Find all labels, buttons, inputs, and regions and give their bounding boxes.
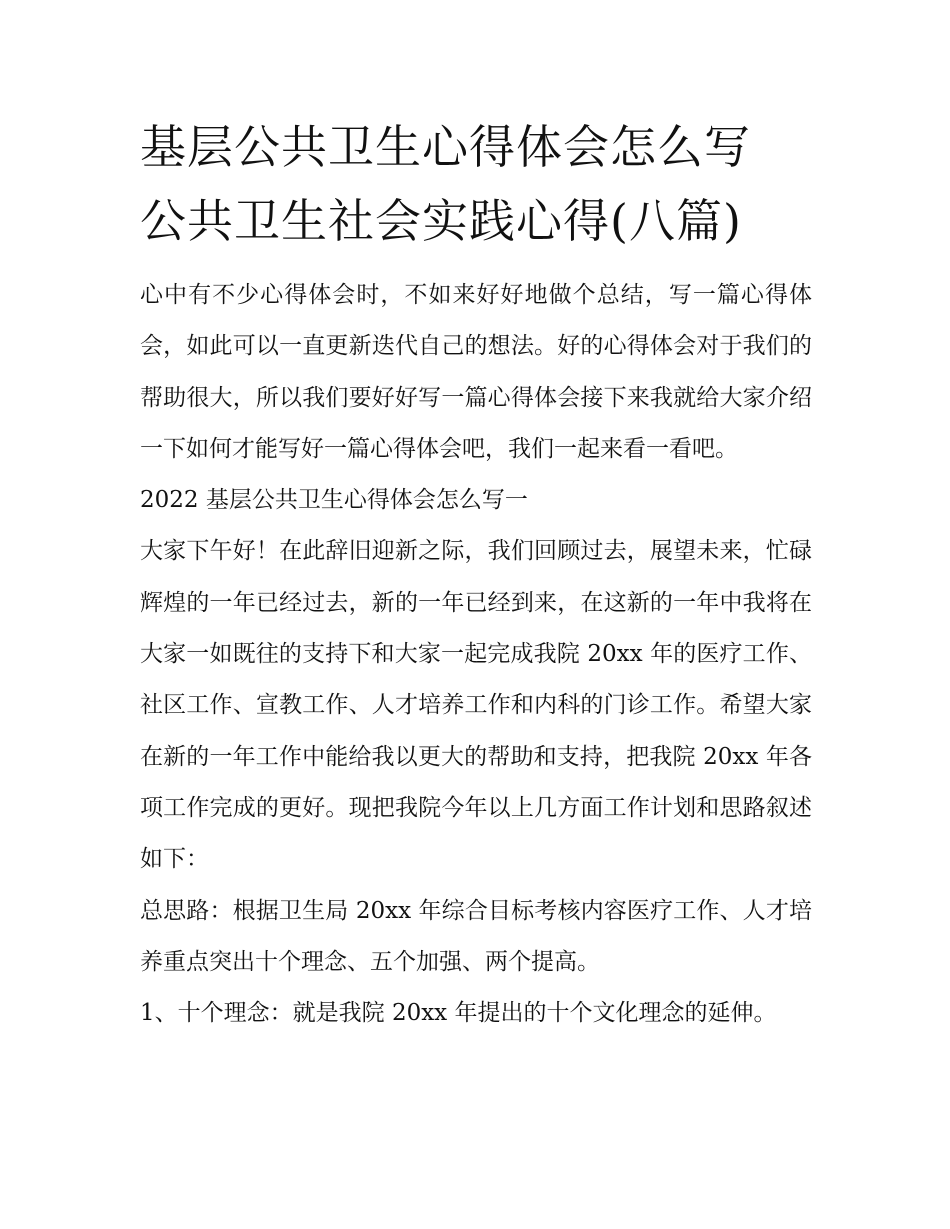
intro-paragraph: 心中有不少心得体会时，不如来好好地做个总结，写一篇心得体会，如此可以一直更新迭代自己的想法。好的心得体会对于我们的帮助很大，所以我们要好好写一篇心得体会接下来我就给大家介绍一下如何才能写好一篇心得体会吧，我们一起来看一看吧。 — [140, 282, 812, 462]
document-page — [140, 110, 812, 1039]
section-heading: 2022 基层公共卫生心得体会怎么写一 — [140, 487, 528, 514]
body-paragraph-3: 1、十个理念：就是我院 20xx 年提出的十个文化理念的延伸。 — [140, 1000, 777, 1027]
title-line-2: 公共卫生社会实践心得(八篇) — [140, 194, 742, 248]
body-paragraph-1: 大家下午好！在此辞旧迎新之际，我们回顾过去，展望未来，忙碌辉煌的一年已经过去，新的一年已经到来，在这新的一年中我将在大家一如既往的支持下和大家一起完成我院 20xx 年的医疗工作、社区工作、宣教工作、人才培养工作和内科的门诊工作。希望大家在新的一年工作中能给我以更大的帮助和支持，把我院 20xx 年各项工作完成的更好。现把我院今年以上几方面工作计划和思路叙述如下： — [140, 538, 812, 873]
document-title — [140, 110, 812, 258]
body-paragraph-2: 总思路：根据卫生局 20xx 年综合目标考核内容医疗工作、人才培养重点突出十个理念、五个加强、两个提高。 — [140, 897, 812, 975]
title-line-1: 基层公共卫生心得体会怎么写 — [140, 120, 751, 174]
